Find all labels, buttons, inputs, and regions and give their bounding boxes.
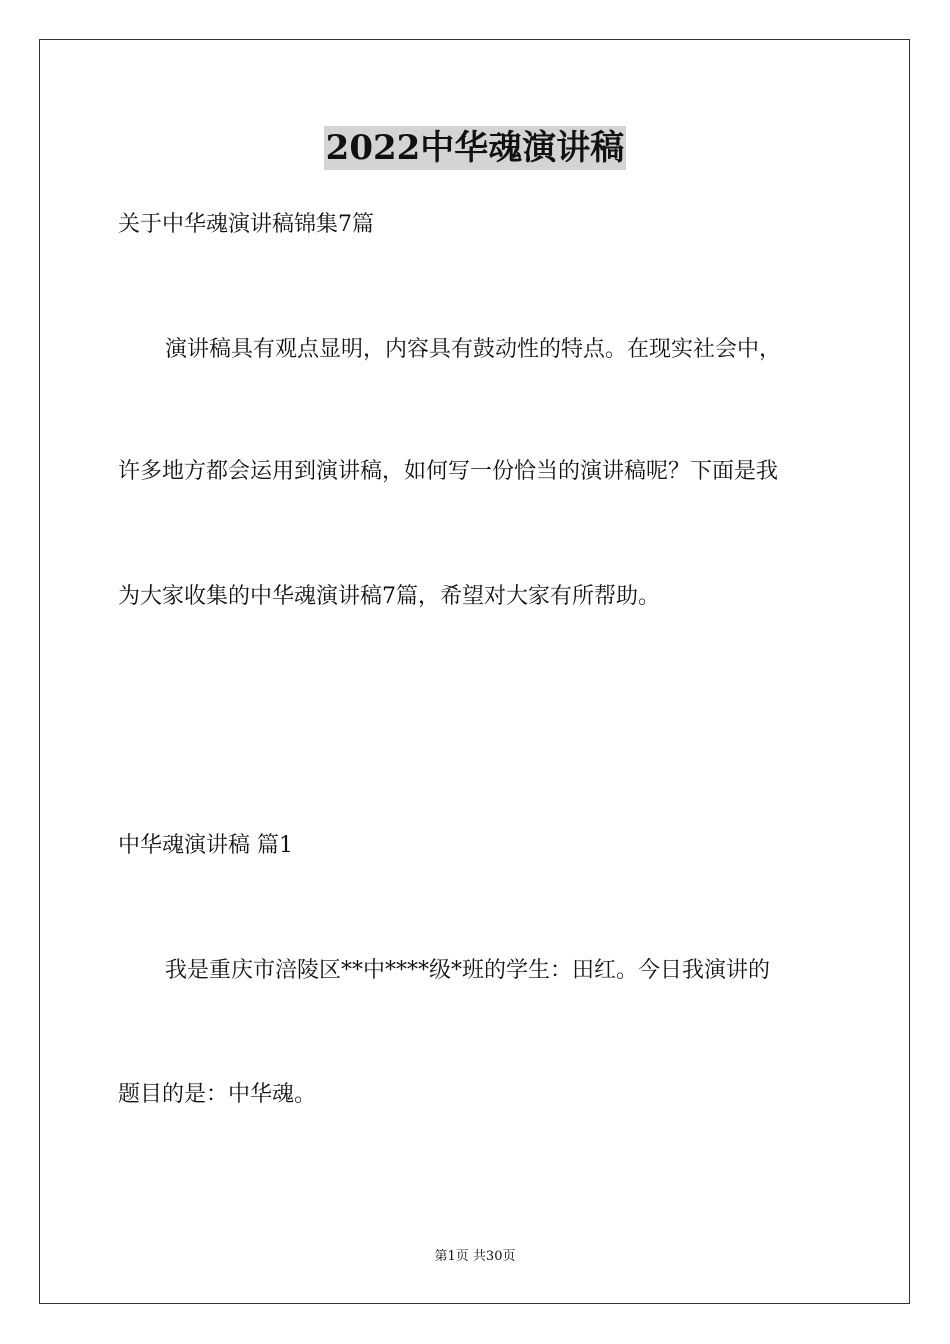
document-title: 2022中华魂演讲稿 — [325, 128, 625, 168]
section-heading: 中华魂演讲稿 篇1 — [118, 833, 293, 858]
document-subtitle: 关于中华魂演讲稿锦集7篇 — [118, 212, 374, 237]
intro-paragraph-line: 为大家收集的中华魂演讲稿7篇，希望对大家有所帮助。 — [118, 584, 660, 609]
body-paragraph-line: 题目的是：中华魂。 — [118, 1082, 317, 1107]
title-container — [0, 126, 950, 170]
page-footer: 第1页 共30页 — [434, 1249, 516, 1264]
intro-paragraph-line: 许多地方都会运用到演讲稿，如何写一份恰当的演讲稿呢？下面是我 — [118, 459, 779, 484]
intro-paragraph-line: 演讲稿具有观点显明，内容具有鼓动性的特点。在现实社会中， — [165, 337, 782, 362]
body-paragraph-line: 我是重庆市涪陵区**中****级*班的学生：田红。今日我演讲的 — [165, 958, 771, 983]
